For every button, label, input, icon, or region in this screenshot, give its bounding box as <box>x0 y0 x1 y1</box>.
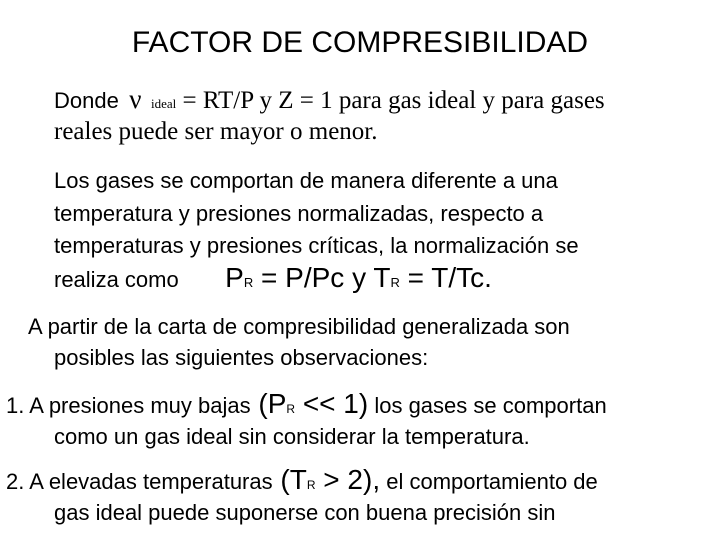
item-2-tail: el comportamiento de <box>380 469 598 494</box>
definition-lead-text: Donde <box>54 88 119 113</box>
paragraph-normalization-line-3: temperaturas y presiones críticas, la normalización se <box>54 233 579 258</box>
list-item-1-line-2: como un gas ideal sin considerar la temperatura. <box>54 424 530 449</box>
item-2-paren-open: (T <box>272 464 307 495</box>
item-1-text: 1. A presiones muy bajas <box>6 393 251 418</box>
reduced-equation-1: = P/Pc y T <box>253 262 391 293</box>
normalization-lead-text: realiza como <box>54 267 179 292</box>
paragraph-definition-line-2: reales puede ser mayor o menor. <box>54 118 378 145</box>
list-item-2-line-1 <box>6 464 598 496</box>
paragraph-normalization-line-2: temperatura y presiones normalizadas, respecto a <box>54 201 544 226</box>
item-2-condition: > 2), <box>315 464 381 495</box>
list-item-1-line-1 <box>6 388 607 420</box>
item-1-tail: los gases se comportan <box>368 393 607 418</box>
item-2-text: 2. A elevadas temperaturas <box>6 469 273 494</box>
paragraph-normalization-line-4 <box>54 262 492 294</box>
reduced-subscript: R <box>243 275 254 290</box>
paragraph-definition-line-1 <box>54 84 605 115</box>
list-item-2-line-2: gas ideal puede suponerse con buena precisión sin <box>54 500 556 525</box>
paragraph-observations-line-2: posibles las siguientes observaciones: <box>54 345 429 370</box>
page-title: FACTOR DE COMPRESIBILIDAD <box>131 26 589 59</box>
definition-equation: = RT/P y Z = 1 para gas ideal y para gases <box>176 87 605 114</box>
item-1-condition: << 1) <box>295 388 369 419</box>
paragraph-observations-line-1: A partir de la carta de compresibilidad generalizada son <box>28 314 570 339</box>
item-1-paren-open: (P <box>250 388 287 419</box>
paragraph-normalization-line-1: Los gases se comportan de manera diferente a una <box>54 168 558 193</box>
reduced-subscript: R <box>286 402 296 416</box>
reduced-subscript: R <box>306 478 316 492</box>
reduced-subscript: R <box>390 275 400 290</box>
nu-symbol: ν <box>129 84 142 114</box>
reduced-equation-2: = T/Tc. <box>399 262 492 293</box>
ideal-subscript: ideal <box>150 96 177 111</box>
reduced-pressure-symbol: P <box>225 262 244 293</box>
